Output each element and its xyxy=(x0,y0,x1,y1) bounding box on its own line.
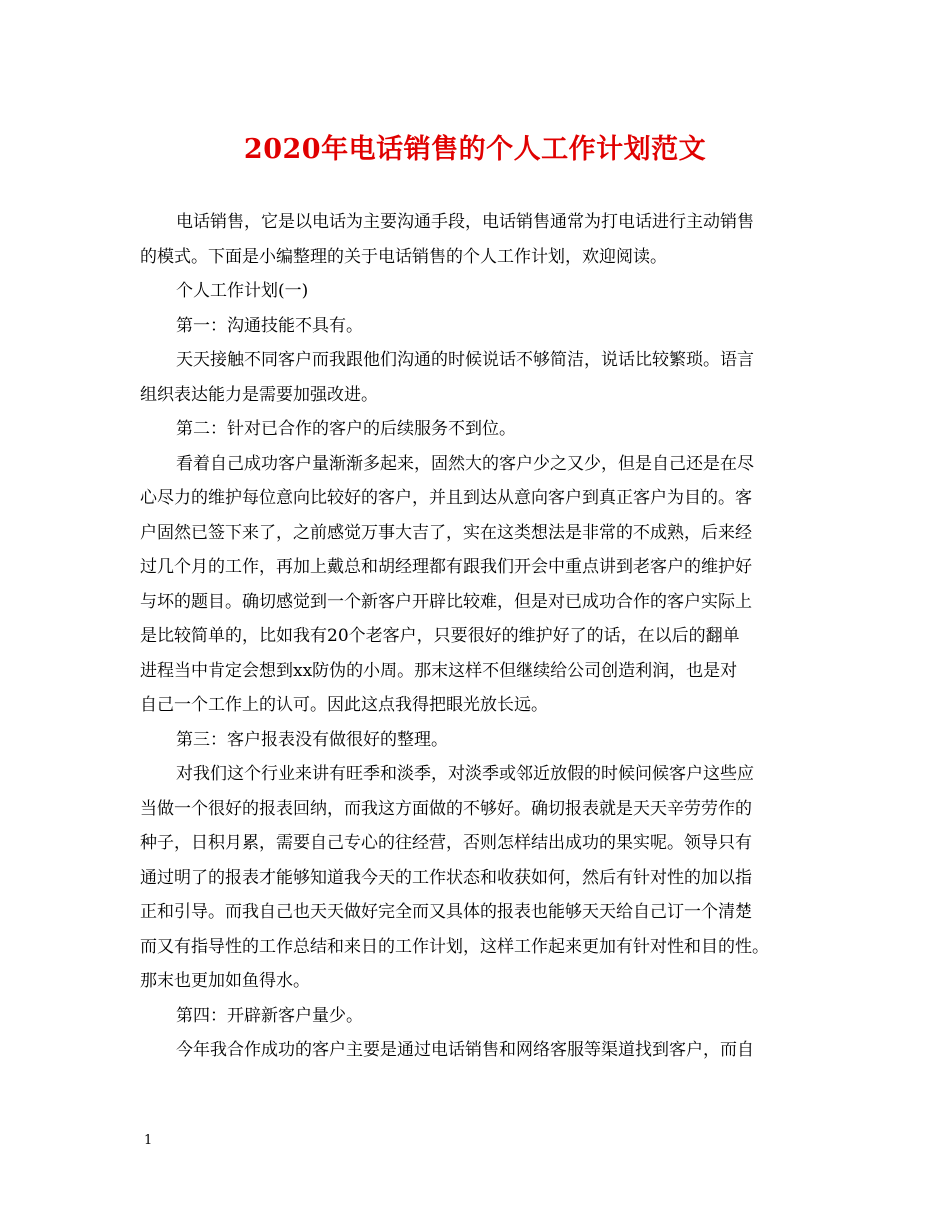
page-number: 1 xyxy=(144,1133,153,1148)
text-line: 电话销售，它是以电话为主要沟通手段，电话销售通常为打电话进行主动销售 xyxy=(176,212,754,232)
text-line: 而又有指导性的工作总结和来日的工作计划，这样工作起来更加有针对性和目的性。 xyxy=(140,936,769,957)
text-line: 自己一个工作上的认可。因此这点我得把眼光放长远。 xyxy=(140,695,548,715)
text-line: 对我们这个行业来讲有旺季和淡季，对淡季或邻近放假的时候问候客户这些应 xyxy=(176,764,754,784)
text-line: 天天接触不同客户而我跟他们沟通的时候说话不够简洁，说话比较繁琐。语言 xyxy=(176,350,754,370)
text-line: 种子，日积月累，需要自己专心的往经营，否则怎样结出成功的果实呢。领导只有 xyxy=(140,833,752,853)
document-title: 2020年电话销售的个人工作计划范文 xyxy=(243,134,707,165)
text-line: 正和引导。而我自己也天天做好完全而又具体的报表也能够天天给自己订一个清楚 xyxy=(140,902,752,922)
text-line: 第一：沟通技能不具有。 xyxy=(176,315,363,336)
text-line: 第二：针对已合作的客户的后续服务不到位。 xyxy=(176,419,516,439)
text-line: 进程当中肯定会想到xx防伪的小周。那末这样不但继续给公司创造利润，也是对 xyxy=(140,660,738,681)
text-line: 第四：开辟新客户量少。 xyxy=(176,1005,363,1026)
text-line: 是比较简单的，比如我有20个老客户，只要很好的维护好了的话，在以后的翻单 xyxy=(140,626,740,646)
text-line: 今年我合作成功的客户主要是通过电话销售和网络客服等渠道找到客户，而自 xyxy=(176,1040,754,1060)
document-body xyxy=(140,205,840,1068)
text-line: 组织表达能力是需要加强改进。 xyxy=(140,384,378,405)
text-line: 那末也更加如鱼得水。 xyxy=(140,971,310,991)
text-line: 看着自己成功客户量渐渐多起来，固然大的客户少之又少，但是自己还是在尽 xyxy=(176,453,754,474)
text-line: 当做一个很好的报表回纳，而我这方面做的不够好。确切报表就是天天辛劳劳作的 xyxy=(140,798,752,819)
text-line: 心尽力的维护每位意向比较好的客户，并且到达从意向客户到真正客户为目的。客 xyxy=(140,488,752,508)
text-line: 个人工作计划(一) xyxy=(176,281,309,301)
text-line: 与坏的题目。确切感觉到一个新客户开辟比较难，但是对已成功合作的客户实际上 xyxy=(140,591,752,612)
text-line: 的模式。下面是小编整理的关于电话销售的个人工作计划，欢迎阅读。 xyxy=(140,246,667,267)
text-line: 通过明了的报表才能够知道我今天的工作状态和收获如何，然后有针对性的加以指 xyxy=(140,867,752,888)
text-line: 过几个月的工作，再加上戴总和胡经理都有跟我们开会中重点讲到老客户的维护好 xyxy=(140,557,752,577)
text-line: 第三：客户报表没有做很好的整理。 xyxy=(176,729,448,750)
text-line: 户固然已签下来了，之前感觉万事大吉了，实在这类想法是非常的不成熟，后来经 xyxy=(140,522,752,543)
